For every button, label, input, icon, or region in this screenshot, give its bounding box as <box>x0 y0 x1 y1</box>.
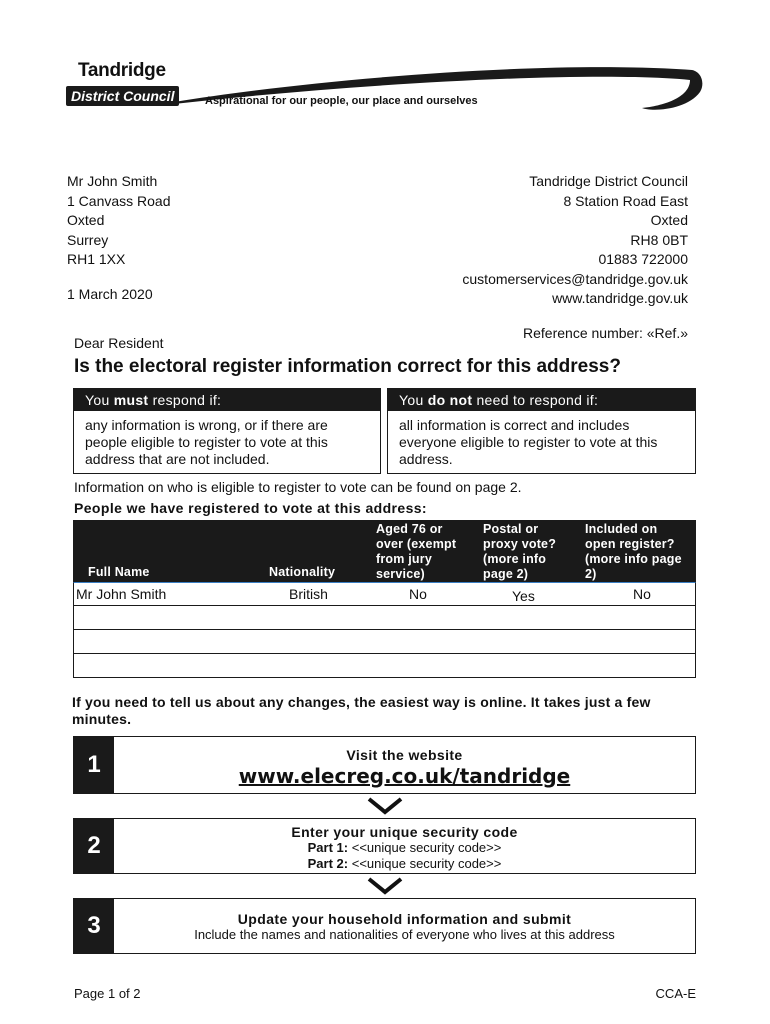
cell-postal-vote: Yes <box>512 588 535 604</box>
swoosh-graphic <box>172 58 707 118</box>
table-row <box>73 630 696 654</box>
table-row <box>73 606 696 630</box>
address-line: RH1 1XX <box>67 251 126 267</box>
address-line: RH8 0BT <box>630 231 688 248</box>
table-row <box>73 654 696 678</box>
step-1-box <box>73 736 696 794</box>
col-header-postal-vote: Postal or proxy vote? (more info page 2) <box>483 522 557 581</box>
header-prefix: You <box>399 392 428 408</box>
step-2-box <box>73 818 696 874</box>
headline: Is the electoral register information correct for this address? <box>74 356 621 377</box>
cell-nationality: British <box>289 586 328 602</box>
part-value: <<unique security code>> <box>351 840 502 855</box>
header-emphasis: must <box>113 392 149 408</box>
logo-box: District Council <box>66 86 179 106</box>
eligibility-note: Information on who is eligible to register to vote can be found on page 2. <box>74 479 522 495</box>
registered-voters-table <box>73 520 696 678</box>
no-respond-body: all information is correct and includes everyone eligible to register to vote at this address. <box>399 417 658 467</box>
step-number: 2 <box>74 819 114 873</box>
no-respond-box <box>387 388 696 474</box>
part-label: Part 1: <box>307 840 349 855</box>
header-suffix: need to respond if: <box>472 392 599 408</box>
address-line: 1 Canvass Road <box>67 192 171 209</box>
phone: 01883 722000 <box>598 251 688 267</box>
cell-aged-76: No <box>409 586 427 602</box>
col-header-open-register: Included on open register? (more info page 2) <box>585 522 682 581</box>
step-title: Update your household information and submit <box>237 911 572 927</box>
part-value: <<unique security code>> <box>351 856 502 871</box>
step-content <box>114 737 695 793</box>
form-code: CCA-E <box>655 986 696 1001</box>
part-label: Part 2: <box>307 856 349 871</box>
page-number: Page 1 of 2 <box>74 986 141 1001</box>
cell-open-register: No <box>633 586 651 602</box>
no-respond-header <box>388 389 695 411</box>
cell-full-name: Mr John Smith <box>76 586 167 602</box>
salutation: Dear Resident <box>74 335 164 351</box>
elecreg-link[interactable]: www.elecreg.co.uk/tandridge <box>238 764 571 788</box>
step-content <box>114 899 695 953</box>
address-line: Surrey <box>67 231 109 248</box>
header-prefix: You <box>85 392 114 408</box>
address-line: Mr John Smith <box>67 173 158 189</box>
security-code-part-2 <box>114 856 695 872</box>
table-row <box>73 582 696 606</box>
step-3-box <box>73 898 696 954</box>
people-heading: People we have registered to vote at this address: <box>74 500 427 516</box>
website-link[interactable]: www.tandridge.gov.uk <box>552 290 688 306</box>
step-title: Visit the website <box>346 747 463 763</box>
changes-text: If you need to tell us about any changes, the easiest way is online. It takes just a few minutes. <box>72 694 651 727</box>
col-header-nationality: Nationality <box>269 565 336 579</box>
sender-address <box>462 172 688 309</box>
security-code-part-1 <box>114 840 695 856</box>
address-line: 8 Station Road East <box>563 192 688 209</box>
must-respond-box <box>73 388 381 474</box>
address-line: Tandridge District Council <box>529 173 688 189</box>
must-respond-body: any information is wrong, or if there are people eligible to register to vote at this address that are not included. <box>85 417 328 467</box>
step-number: 3 <box>74 899 114 953</box>
logo-name: Tandridge <box>78 60 166 81</box>
address-line: Oxted <box>650 212 688 228</box>
step-title: Enter your unique security code <box>291 824 518 840</box>
letter-date: 1 March 2020 <box>67 286 153 302</box>
must-respond-header <box>74 389 380 411</box>
chevron-down-icon <box>366 796 404 816</box>
email-link[interactable]: customerservices@tandridge.gov.uk <box>462 270 688 287</box>
step-subtitle: Include the names and nationalities of everyone who lives at this address <box>194 927 615 942</box>
recipient-address <box>67 172 171 270</box>
address-line: Oxted <box>67 212 105 228</box>
col-header-full-name: Full Name <box>88 565 150 579</box>
header-emphasis: do not <box>427 392 473 408</box>
col-header-aged-76: Aged 76 or over (exempt from jury service) <box>376 522 457 581</box>
reference-number: Reference number: «Ref.» <box>523 325 688 341</box>
chevron-down-icon <box>366 876 404 896</box>
header-suffix: respond if: <box>148 392 222 408</box>
step-content <box>114 819 695 873</box>
table-header <box>73 520 696 582</box>
step-number: 1 <box>74 737 114 793</box>
tagline: Aspirational for our people, our place and ourselves <box>205 95 478 107</box>
